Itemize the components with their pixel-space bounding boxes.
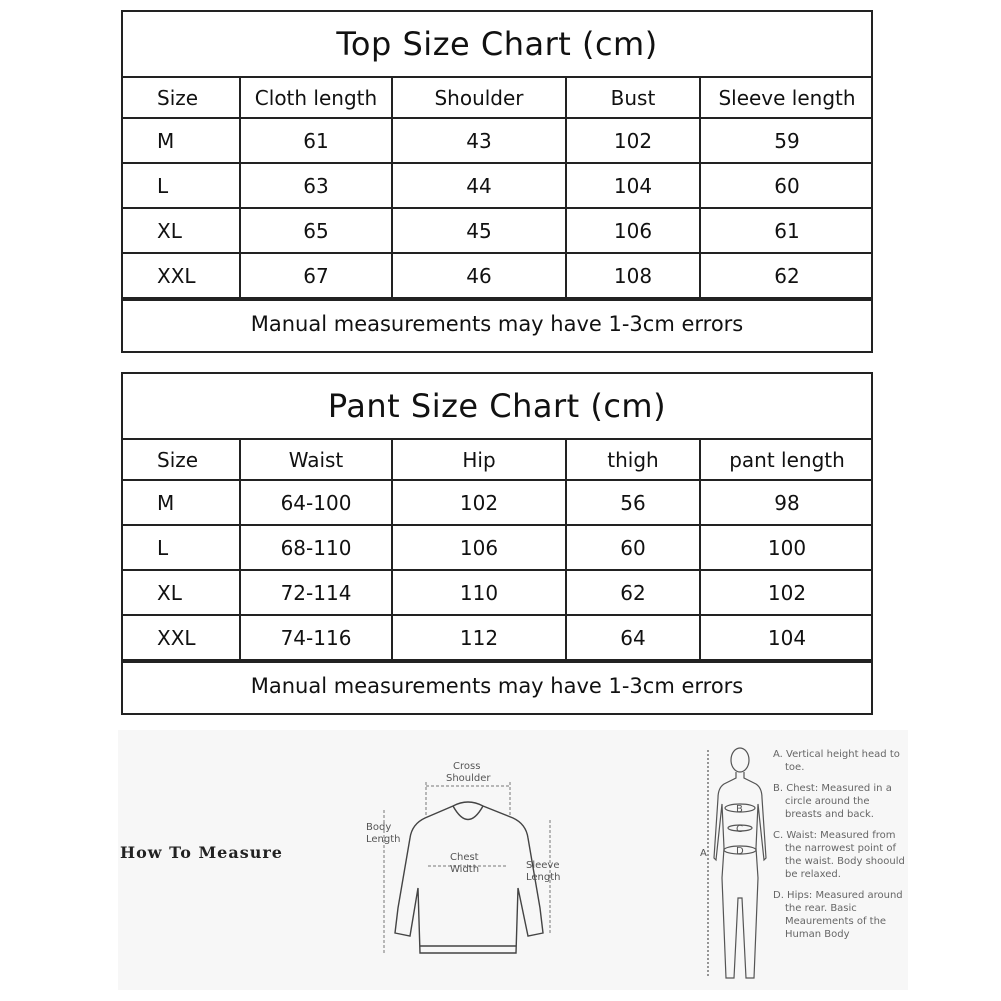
chest-width-label: Width — [450, 864, 480, 875]
note-b: B. Chest: Measured in a circle around the breasts and back. — [773, 783, 892, 820]
table-cell: 102 — [392, 480, 566, 525]
table-cell: 64 — [566, 615, 700, 660]
table-row — [123, 570, 873, 615]
table-cell: 68-110 — [240, 525, 392, 570]
table-cell: XXL — [123, 615, 240, 660]
table-cell: 104 — [700, 615, 873, 660]
table-cell: 62 — [700, 253, 873, 298]
column-header: Hip — [392, 440, 566, 480]
table-header-row — [123, 78, 873, 118]
marker-c: C — [736, 824, 743, 835]
table-row — [123, 615, 873, 660]
table-row — [123, 118, 873, 163]
column-header: Waist — [240, 440, 392, 480]
pant-chart-title: Pant Size Chart (cm) — [123, 374, 871, 440]
table-cell: 98 — [700, 480, 873, 525]
sweater-outline — [395, 802, 543, 953]
column-header: Bust — [566, 78, 700, 118]
column-header: Shoulder — [392, 78, 566, 118]
body-length-label: Length — [366, 834, 401, 845]
table-row — [123, 525, 873, 570]
table-cell: 106 — [566, 208, 700, 253]
table-row — [123, 253, 873, 298]
sleeve-length-label: Length — [526, 872, 561, 883]
table-cell: 59 — [700, 118, 873, 163]
table-cell: L — [123, 525, 240, 570]
table-cell: 60 — [566, 525, 700, 570]
table-cell: 102 — [700, 570, 873, 615]
chest-width-label: Chest — [450, 852, 479, 863]
table-cell: 43 — [392, 118, 566, 163]
note-a: A. Vertical height head to toe. — [773, 749, 900, 773]
table-cell: 62 — [566, 570, 700, 615]
table-cell: 108 — [566, 253, 700, 298]
marker-d: D — [736, 846, 744, 857]
table-cell: 67 — [240, 253, 392, 298]
table-row — [123, 208, 873, 253]
column-header: Cloth length — [240, 78, 392, 118]
top-size-chart — [121, 10, 873, 353]
table-row — [123, 163, 873, 208]
table-cell: XXL — [123, 253, 240, 298]
note-c: C. Waist: Measured from the narrowest point of the waist. Body shoould be relaxed. — [773, 830, 905, 880]
table-row — [123, 480, 873, 525]
table-cell: 61 — [240, 118, 392, 163]
pant-size-chart — [121, 372, 873, 715]
table-cell: 112 — [392, 615, 566, 660]
table-cell: 100 — [700, 525, 873, 570]
cross-shoulder-label: Shoulder — [446, 773, 491, 784]
column-header: Sleeve length — [700, 78, 873, 118]
body-measure-notes — [773, 748, 908, 949]
body-measure-diagram — [688, 738, 778, 988]
marker-b: B — [736, 804, 743, 815]
table-cell: 56 — [566, 480, 700, 525]
head-icon — [731, 748, 749, 772]
measurement-note: Manual measurements may have 1-3cm errors — [123, 299, 871, 347]
column-header: Size — [123, 440, 240, 480]
table-header-row — [123, 440, 873, 480]
column-header: Size — [123, 78, 240, 118]
table-cell: 72-114 — [240, 570, 392, 615]
table-cell: 106 — [392, 525, 566, 570]
body-outline-icon — [714, 772, 766, 978]
table-cell: XL — [123, 208, 240, 253]
how-to-measure-section — [118, 730, 908, 990]
table-cell: 46 — [392, 253, 566, 298]
table-cell: 61 — [700, 208, 873, 253]
measurement-note: Manual measurements may have 1-3cm errors — [123, 661, 871, 709]
cross-shoulder-label: Cross — [453, 761, 481, 772]
table-cell: 64-100 — [240, 480, 392, 525]
table-cell: 104 — [566, 163, 700, 208]
table-cell: M — [123, 480, 240, 525]
table-cell: 45 — [392, 208, 566, 253]
table-cell: 63 — [240, 163, 392, 208]
column-header: pant length — [700, 440, 873, 480]
table-cell: XL — [123, 570, 240, 615]
marker-a: A — [700, 848, 707, 859]
top-chart-title: Top Size Chart (cm) — [123, 12, 871, 78]
table-cell: L — [123, 163, 240, 208]
table-cell: 60 — [700, 163, 873, 208]
body-length-label: Body — [366, 822, 392, 833]
how-to-measure-heading: How To Measure — [120, 843, 283, 862]
note-d: D. Hips: Measured around the rear. Basic Meaurements of the Human Body — [773, 890, 903, 940]
table-cell: 102 — [566, 118, 700, 163]
sweater-measure-diagram — [358, 758, 578, 968]
sleeve-length-label: Sleeve — [526, 860, 560, 871]
table-cell: 65 — [240, 208, 392, 253]
table-cell: 74-116 — [240, 615, 392, 660]
top-size-table — [123, 78, 873, 299]
table-cell: 44 — [392, 163, 566, 208]
pant-size-table — [123, 440, 873, 661]
column-header: thigh — [566, 440, 700, 480]
sweater-collar — [453, 806, 483, 820]
table-cell: 110 — [392, 570, 566, 615]
table-cell: M — [123, 118, 240, 163]
